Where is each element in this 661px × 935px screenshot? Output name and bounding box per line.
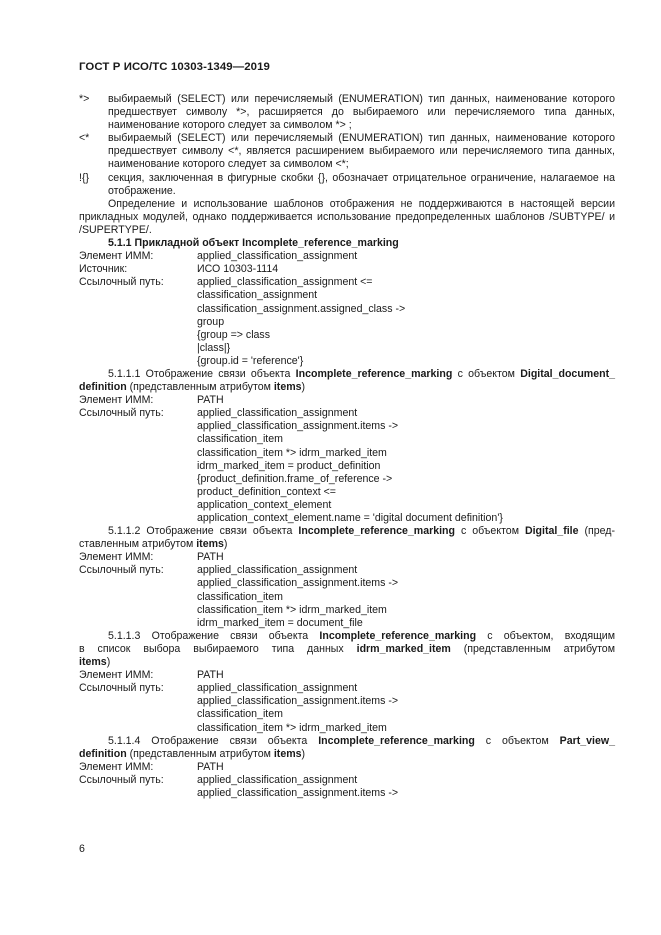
- reference-path-line: classification_item *> idrm_marked_item: [197, 446, 387, 459]
- heading-text: ): [223, 538, 228, 551]
- heading-text: в список выбора выбираемого типа данных: [79, 642, 357, 655]
- reference-path-line: classification_assignment.assigned_class ->: [197, 302, 406, 315]
- heading-text: с объектом: [474, 734, 560, 747]
- subsection-heading: [79, 735, 615, 748]
- reference-path-line: idrm_marked_item = document_file: [197, 616, 363, 629]
- imm-label: Элемент ИММ:: [79, 551, 154, 564]
- symbol-description: выбираемый (SELECT) или перечисляемый (ENUMERATION) тип данных, наименование которого предшествует символу *>, расширяется до выбираемого или перечисляемого типа данных, наименование которого следует за символом *> ;: [108, 93, 615, 132]
- subsection-heading-continued: [79, 381, 615, 394]
- symbol-definition: [79, 93, 615, 132]
- page-body: [79, 93, 615, 800]
- subsection-heading-continued: [79, 748, 615, 761]
- section-heading: 5.1.1 Прикладной объект Incomplete_reference_marking: [108, 237, 399, 250]
- imm-element-row: [79, 394, 615, 407]
- heading-text: (пред-: [578, 525, 615, 538]
- subsection-heading: [79, 630, 615, 643]
- imm-value: PATH: [197, 394, 224, 407]
- heading-text: ): [301, 747, 306, 760]
- attribute-name: items: [273, 381, 302, 394]
- symbol-description: выбираемый (SELECT) или перечисляемый (ENUMERATION) тип данных, наименование которого предшествует символу <*, является расширением выбираемого или перечисляемого типа данных, наименование которого следует за символом <*;: [108, 132, 615, 171]
- attribute-name: items: [79, 656, 107, 669]
- reference-path-row: [79, 682, 615, 695]
- heading-text: ): [106, 656, 111, 669]
- reference-path-line: {group.id = 'reference'}: [197, 354, 304, 367]
- symbol: !{}: [79, 171, 90, 184]
- subsection-heading: [79, 368, 615, 381]
- subsection-number: 5.1.1.2 Отображение связи объекта: [108, 525, 299, 538]
- reference-path-line: classification_item: [197, 433, 283, 446]
- reference-path-line: applied_classification_assignment <=: [197, 276, 373, 289]
- reference-path-line: applied_classification_assignment: [197, 564, 358, 577]
- target-object: Part_view_: [559, 734, 615, 747]
- heading-text: ): [301, 381, 306, 394]
- target-object: definition: [79, 381, 127, 394]
- imm-element-row: [79, 761, 615, 774]
- reference-path-line: {product_definition.frame_of_reference ->: [197, 472, 393, 485]
- reference-path-line: applied_classification_assignment: [197, 682, 358, 695]
- heading-text: с объектом, входящим: [476, 629, 616, 642]
- imm-element-row: [79, 669, 615, 682]
- imm-element-row: [79, 551, 615, 564]
- reference-path-line: |class|}: [197, 341, 231, 354]
- subsection-number: 5.1.1.1 Отображение связи объекта: [108, 367, 296, 380]
- imm-label: Элемент ИММ:: [79, 669, 154, 682]
- reference-path-line: applied_classification_assignment.items ->: [197, 420, 399, 433]
- reference-path-line: idrm_marked_item = product_definition: [197, 459, 381, 472]
- reference-path-line: applied_classification_assignment.items ->: [197, 786, 399, 799]
- object-name: Incomplete_reference_marking: [295, 367, 453, 380]
- imm-label: Элемент ИММ:: [79, 250, 154, 263]
- heading-text: (представленным атрибутом: [126, 381, 274, 394]
- imm-value: PATH: [197, 669, 224, 682]
- reference-path-line: applied_classification_assignment: [197, 773, 358, 786]
- imm-label: Элемент ИММ:: [79, 760, 154, 773]
- attribute-name: items: [273, 747, 302, 760]
- source-row: [79, 263, 615, 276]
- reference-path-label: Ссылочный путь:: [79, 682, 164, 695]
- reference-path-line: classification_item *> idrm_marked_item: [197, 603, 387, 616]
- reference-path-label: Ссылочный путь:: [79, 773, 164, 786]
- reference-path-line: applied_classification_assignment.items ->: [197, 577, 399, 590]
- reference-path-line: applied_classification_assignment.items ->: [197, 695, 399, 708]
- imm-label: Элемент ИММ:: [79, 394, 154, 407]
- heading-text: ставленным атрибутом: [79, 538, 197, 551]
- symbol-description: секция, заключенная в фигурные скобки {}, обозначает отрицательное ограничение, налагаемое на отображение.: [108, 171, 615, 197]
- symbol-definition: [79, 132, 615, 171]
- subsection-heading-continued: [79, 538, 615, 551]
- imm-value: applied_classification_assignment: [197, 250, 358, 263]
- object-name: Incomplete_reference_marking: [298, 525, 455, 538]
- imm-element-row: [79, 250, 615, 263]
- reference-path-line: classification_item: [197, 590, 283, 603]
- reference-path-line: application_context_element: [197, 498, 332, 511]
- heading-text: (представленным атрибутом: [126, 747, 274, 760]
- reference-path-line: classification_item *> idrm_marked_item: [197, 721, 387, 734]
- reference-path-line: application_context_element.name = 'digital document definition'}: [197, 512, 503, 524]
- heading-text: (представленным атрибутом: [450, 642, 615, 655]
- document-header: ГОСТ Р ИСО/ТС 10303-1349—2019: [79, 61, 270, 73]
- subsection-number: 5.1.1.4 Отображение связи объекта: [108, 734, 319, 747]
- imm-value: PATH: [197, 551, 224, 564]
- reference-path-row: [79, 774, 615, 787]
- reference-path-row: [79, 276, 615, 289]
- subsection-heading-continued: [79, 656, 615, 669]
- symbol: *>: [79, 93, 90, 105]
- page-number: 6: [79, 843, 85, 855]
- imm-value: PATH: [197, 760, 224, 773]
- target-object: Digital_file: [524, 525, 579, 538]
- target-object: Digital_document_: [520, 367, 615, 380]
- object-name: Incomplete_reference_marking: [319, 629, 477, 642]
- source-value: ИСО 10303-1114: [197, 263, 279, 276]
- source-label: Источник:: [79, 263, 128, 276]
- subsection-heading-continued: [79, 643, 615, 656]
- object-name: Incomplete_reference_marking: [318, 734, 475, 747]
- reference-path-line: applied_classification_assignment: [197, 407, 358, 420]
- reference-path-row: [79, 407, 615, 420]
- reference-path-label: Ссылочный путь:: [79, 276, 164, 289]
- reference-path-line: group: [197, 315, 225, 328]
- reference-path-row: [79, 564, 615, 577]
- heading-text: с объектом: [452, 367, 521, 380]
- reference-path-line: {group => class: [197, 328, 271, 341]
- select-type-name: idrm_marked_item: [356, 642, 451, 655]
- reference-path-line: classification_item: [197, 708, 283, 721]
- reference-path-label: Ссылочный путь:: [79, 564, 164, 577]
- target-object: definition: [79, 747, 127, 760]
- symbol-definition: [79, 172, 615, 198]
- symbol: <*: [79, 132, 90, 145]
- reference-path-label: Ссылочный путь:: [79, 407, 164, 420]
- subsection-number: 5.1.1.3 Отображение связи объекта: [108, 629, 320, 642]
- heading-text: с объектом: [455, 525, 525, 538]
- reference-path-line: product_definition_context <=: [197, 485, 336, 498]
- reference-path-line: classification_assignment: [197, 289, 318, 302]
- attribute-name: items: [196, 538, 224, 551]
- intro-paragraph: Определение и использование шаблонов отображения не поддерживаются в настоящей версии прикладных модулей, однако поддерживается использование предопределенных шаблонов /SUBTYPE/ и /SUPERTYPE/.: [79, 197, 615, 236]
- subsection-heading: [79, 525, 615, 538]
